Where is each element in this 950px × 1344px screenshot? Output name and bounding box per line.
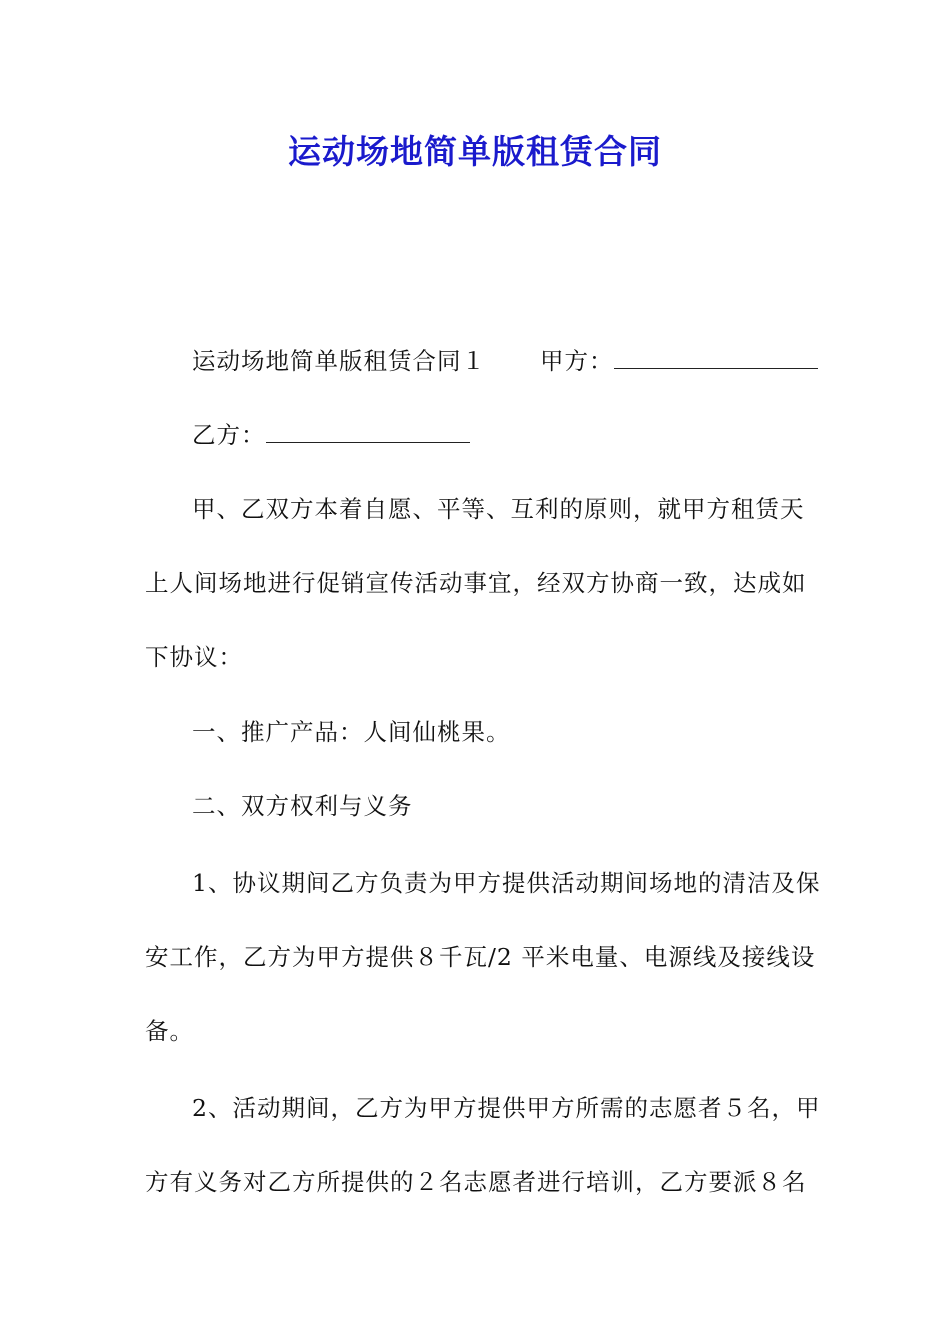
party-b-blank[interactable] [266,418,470,443]
party-a-label: 甲方： [540,347,614,375]
paragraph-line: 1、协议期间乙方负责为甲方提供活动期间场地的清洁及保 [192,869,821,897]
paragraph-line: 2、活动期间，乙方为甲方提供甲方所需的志愿者５名，甲 [192,1094,821,1122]
paragraph-line: 方有义务对乙方所提供的２名志愿者进行培训，乙方要派８名 [145,1168,807,1196]
paragraph-line: 下协议： [145,643,243,671]
document-title: 运动场地简单版租赁合同 [288,132,662,171]
header-line [192,344,817,378]
clause-rights-heading: 二、双方权利与义务 [192,792,413,820]
paragraph-line: 安工作，乙方为甲方提供８千瓦/2 平米电量、电源线及接线设 [145,943,816,971]
party-b-label: 乙方： [192,421,266,449]
paragraph-line: 甲、乙双方本着自愿、平等、互利的原则，就甲方租赁天 [192,495,805,523]
party-a-blank[interactable] [614,344,818,369]
paragraph-line: 备。 [145,1017,194,1045]
contract-heading: 运动场地简单版租赁合同１ [192,347,486,375]
party-b-line [192,418,817,452]
clause-product: 一、推广产品：人间仙桃果。 [192,718,511,746]
paragraph-line: 上人间场地进行促销宣传活动事宜，经双方协商一致，达成如 [145,569,807,597]
